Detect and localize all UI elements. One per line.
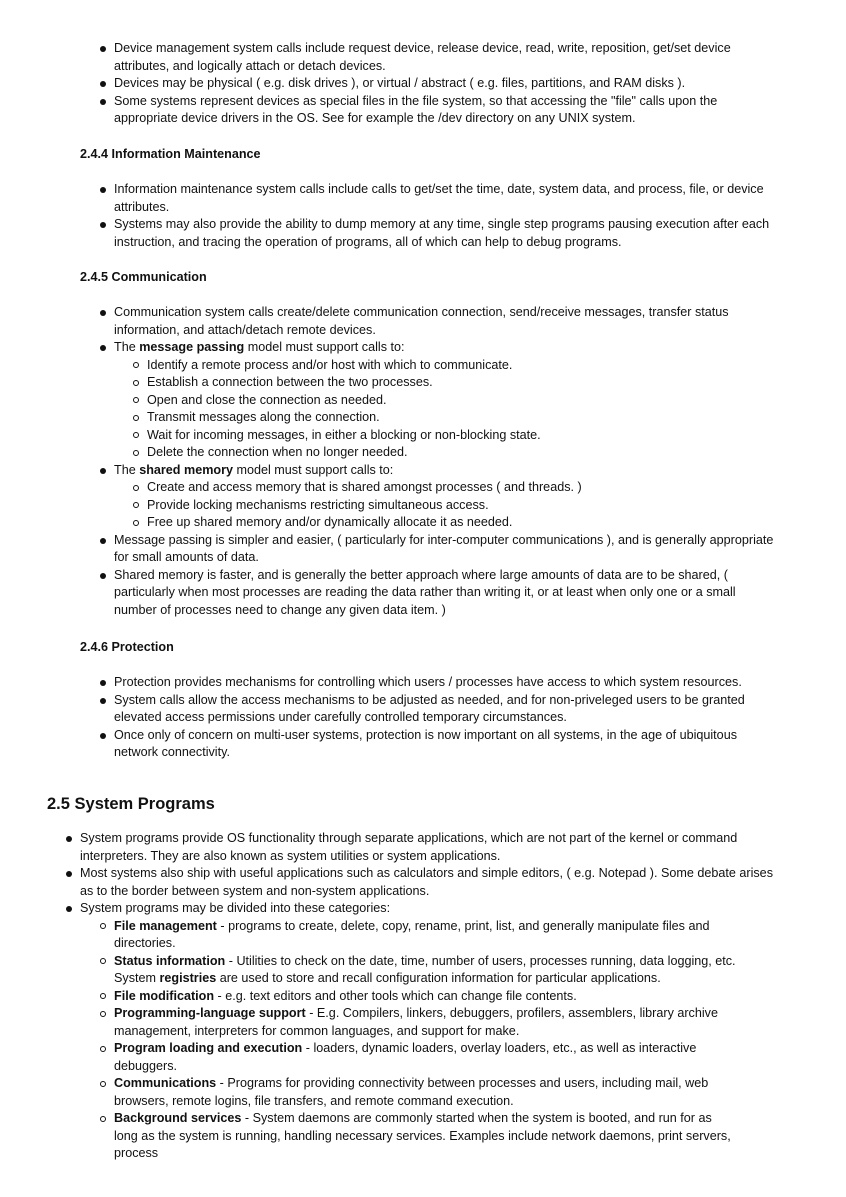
list-item-text: model must support calls to:	[244, 340, 405, 354]
system-programs-list	[0, 830, 846, 1163]
list-item: Some systems represent devices as special files in the file system, so that accessing the "file" calls upon the appropriate device drivers in the OS. See for example the /dev directory on any UNIX system.	[0, 93, 846, 128]
category-text: - e.g. text editors and other tools which can change file contents.	[214, 988, 577, 1003]
list-item: Systems may also provide the ability to dump memory at any time, single step programs pausing execution after each instruction, and tracing the operation of programs, all of which can help to debug programs.	[0, 216, 846, 251]
category-text: - Programs for providing connectivity between processes and users, including mail, web browsers, remote logins, file transfers, and remote command execution.	[114, 1076, 709, 1108]
list-item: Devices may be physical ( e.g. disk drives ), or virtual / abstract ( e.g. files, partitions, and RAM disks ).	[0, 75, 846, 93]
category-term: Communications	[114, 1076, 217, 1090]
category-text: are used to store and recall configuration information for particular applications.	[216, 971, 661, 985]
information-maintenance-list	[0, 181, 846, 251]
sublist-item: Establish a connection between the two processes.	[0, 374, 780, 392]
sublist-item: Open and close the connection as needed.	[0, 392, 780, 410]
section-heading-2-4-6: 2.4.6 Protection	[80, 640, 174, 654]
list-item: Device management system calls include request device, release device, read, write, reposition, get/set device attributes, and logically attach or detach devices.	[0, 40, 846, 75]
list-item	[0, 900, 846, 1163]
term-registries: registries	[159, 971, 217, 985]
communication-list	[0, 304, 846, 619]
list-item: Communication system calls create/delete communication connection, send/receive messages, transfer status information, and attach/detach remote devices.	[0, 304, 846, 339]
sublist-item: Identify a remote process and/or host with which to communicate.	[0, 357, 780, 375]
category-term: Status information	[114, 953, 226, 968]
section-heading-2-5: 2.5 System Programs	[47, 795, 215, 813]
category-status-information	[0, 953, 786, 988]
list-item	[0, 462, 846, 532]
term-shared-memory: shared memory	[139, 462, 233, 477]
message-passing-sublist	[114, 357, 780, 462]
list-item: Protection provides mechanisms for controlling which users / processes have access to which system resources.	[0, 674, 846, 692]
list-item	[0, 339, 846, 462]
category-text: - E.g. Compilers, linkers, debuggers, profilers, assemblers, library archive management, interpreters for common languages, and support for make.	[114, 1006, 718, 1038]
list-item: Information maintenance system calls include calls to get/set the time, date, system data, and process, file, or device attributes.	[0, 181, 846, 216]
categories-sublist	[80, 918, 786, 1163]
protection-list	[0, 674, 846, 762]
category-term: File management	[114, 918, 217, 933]
list-item-text: System programs may be divided into these categories:	[80, 901, 391, 915]
category-file-modification	[0, 988, 786, 1006]
list-item: Once only of concern on multi-user systems, protection is now important on all systems, in the age of ubiquitous network connectivity.	[0, 727, 846, 762]
list-item: Message passing is simpler and easier, ( particularly for inter-computer communications ), and is generally appropriate for small amounts of data.	[0, 532, 846, 567]
list-item-text: The	[114, 462, 140, 477]
category-programming-language-support	[0, 1005, 786, 1040]
category-file-management	[0, 918, 786, 953]
section-heading-2-4-5: 2.4.5 Communication	[80, 270, 207, 284]
category-term: Programming-language support	[114, 1006, 306, 1020]
section-heading-2-4-4: 2.4.4 Information Maintenance	[80, 147, 261, 161]
list-item: System calls allow the access mechanisms to be adjusted as needed, and for non-priveleged users to be granted elevated access permissions under carefully controlled temporary circumstances.	[0, 692, 846, 727]
category-text: - loaders, dynamic loaders, overlay loaders, etc., as well as interactive debuggers.	[114, 1041, 697, 1073]
list-item: System programs provide OS functionality through separate applications, which are not part of the kernel or command interpreters. They are also known as system utilities or system applications.	[0, 830, 846, 865]
sublist-item: Delete the connection when no longer needed.	[0, 444, 780, 462]
category-communications	[0, 1075, 786, 1110]
sublist-item: Wait for incoming messages, in either a blocking or non-blocking state.	[0, 427, 780, 445]
shared-memory-sublist	[114, 479, 780, 532]
category-text: - System daemons are commonly started when the system is booted, and run for as long as the system is running, handling necessary services. Examples include network daemons, print servers, process	[114, 1111, 731, 1160]
sublist-item: Transmit messages along the connection.	[0, 409, 780, 427]
category-text: - programs to create, delete, copy, rename, print, list, and generally manipulate files and directories.	[114, 918, 710, 950]
list-item: Shared memory is faster, and is generally the better approach where large amounts of data are to be shared, ( particularly when most processes are reading the data rather than writing it, or at least when only one or a small number of processes need to change any given data item. )	[0, 567, 846, 620]
sublist-item: Free up shared memory and/or dynamically allocate it as needed.	[0, 514, 780, 532]
category-term: Program loading and execution	[114, 1041, 303, 1055]
category-program-loading	[0, 1040, 786, 1075]
term-message-passing: message passing	[139, 340, 245, 354]
category-background-services	[0, 1110, 786, 1163]
list-item-text: The	[114, 340, 140, 354]
category-text: - Utilities to check on the date, time, number of users, processes running, data logging, etc. System	[114, 953, 736, 985]
category-term: Background services	[114, 1111, 242, 1125]
list-item-text: model must support calls to:	[233, 462, 394, 477]
list-item: Most systems also ship with useful applications such as calculators and simple editors, ( e.g. Notepad ). Some debate arises as to the border between system and non-system applications.	[0, 865, 846, 900]
device-management-list	[0, 40, 846, 128]
sublist-item: Create and access memory that is shared amongst processes ( and threads. )	[0, 479, 780, 497]
category-term: File modification	[114, 988, 215, 1003]
sublist-item: Provide locking mechanisms restricting simultaneous access.	[0, 497, 780, 515]
